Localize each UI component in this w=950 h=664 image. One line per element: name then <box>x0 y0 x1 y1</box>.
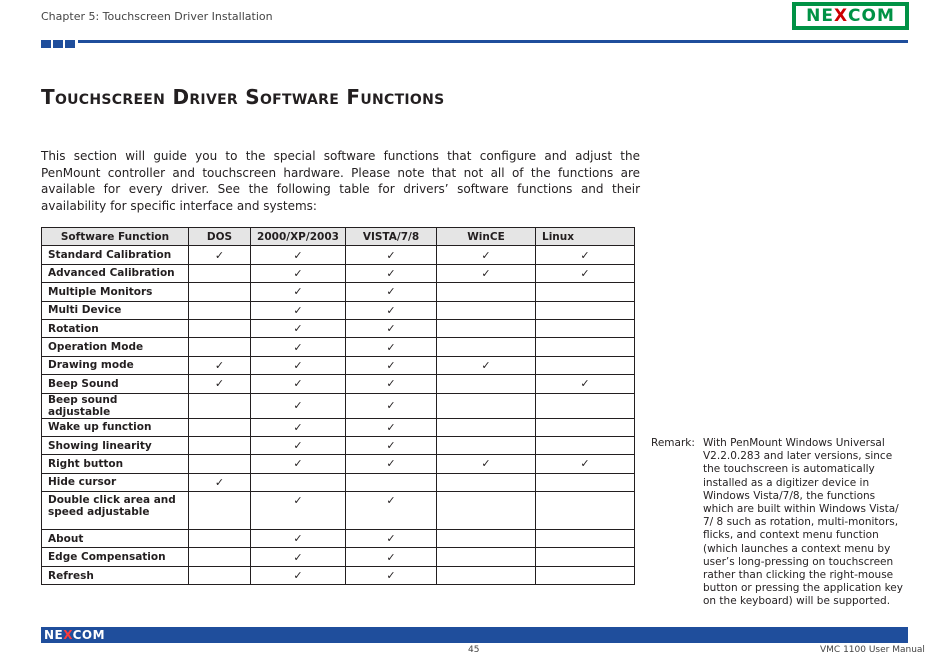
availability-cell <box>437 418 536 436</box>
check-icon: ✓ <box>214 358 225 372</box>
availability-cell <box>536 319 635 337</box>
availability-cell <box>346 246 437 264</box>
header-vista-7-8: VISTA/7/8 <box>346 228 437 246</box>
availability-cell <box>189 473 251 491</box>
availability-cell <box>437 283 536 301</box>
check-icon: ✓ <box>293 303 303 317</box>
table-row <box>42 530 635 548</box>
availability-cell <box>189 375 251 393</box>
remark-text: With PenMount Windows Universal V2.2.0.283 and later versions, since the touchscreen is automatically installed as a digitizer device in Windows Vista/7/8, the functions which are built within Windows Vista/ 7/ 8 such as rotation, multi-monitors, flicks, and context menu function (which launches a context menu by user’s long-pressing on touchscreen rather than clicking the right-mouse button or pressing the application key on the keyboard) will be supported. <box>703 437 903 608</box>
function-name: Showing linearity <box>42 436 189 454</box>
header-dos: DOS <box>189 228 251 246</box>
availability-cell <box>536 246 635 264</box>
availability-cell <box>251 566 346 584</box>
availability-cell <box>251 418 346 436</box>
check-icon: ✓ <box>293 248 303 262</box>
table-row <box>42 356 635 374</box>
availability-cell <box>251 530 346 548</box>
table-row <box>42 283 635 301</box>
availability-cell <box>536 530 635 548</box>
availability-cell <box>437 338 536 356</box>
table-row <box>42 418 635 436</box>
check-icon: ✓ <box>386 285 396 299</box>
availability-cell <box>346 264 437 282</box>
table-row <box>42 246 635 264</box>
footer-bar <box>41 627 908 643</box>
availability-cell <box>251 319 346 337</box>
table-row <box>42 264 635 282</box>
availability-cell <box>437 473 536 491</box>
availability-cell <box>536 548 635 566</box>
check-icon: ✓ <box>293 494 303 508</box>
check-icon: ✓ <box>293 532 303 546</box>
header-wince: WinCE <box>437 228 536 246</box>
availability-cell <box>437 455 536 473</box>
availability-cell <box>189 436 251 454</box>
availability-cell <box>189 530 251 548</box>
availability-cell <box>251 393 346 418</box>
footer-logo: NEXCOM <box>44 628 106 642</box>
availability-cell <box>536 356 635 374</box>
table-row <box>42 548 635 566</box>
table-header-row <box>42 228 635 246</box>
check-icon: ✓ <box>386 550 396 564</box>
availability-cell <box>189 319 251 337</box>
availability-cell <box>346 301 437 319</box>
availability-cell <box>536 338 635 356</box>
availability-cell <box>251 356 346 374</box>
check-icon: ✓ <box>580 266 590 280</box>
availability-cell <box>536 418 635 436</box>
availability-cell <box>189 418 251 436</box>
software-functions-table <box>41 227 635 585</box>
function-name: Drawing mode <box>42 356 189 374</box>
availability-cell <box>346 566 437 584</box>
check-icon: ✓ <box>293 322 303 336</box>
check-icon: ✓ <box>481 248 491 262</box>
header-linux: Linux <box>536 228 635 246</box>
check-icon: ✓ <box>293 569 303 583</box>
function-name: Double click area and speed adjustable <box>42 492 189 530</box>
function-name: Wake up function <box>42 418 189 436</box>
check-icon: ✓ <box>386 532 396 546</box>
availability-cell <box>189 492 251 530</box>
function-name: Beep Sound <box>42 375 189 393</box>
check-icon: ✓ <box>214 475 225 489</box>
availability-cell <box>346 473 437 491</box>
availability-cell <box>189 356 251 374</box>
page-title: Touchscreen Driver Software Functions <box>41 85 445 109</box>
table-row <box>42 492 635 530</box>
availability-cell <box>437 393 536 418</box>
availability-cell <box>189 455 251 473</box>
availability-cell <box>437 492 536 530</box>
table-row <box>42 436 635 454</box>
availability-cell <box>251 246 346 264</box>
check-icon: ✓ <box>386 248 396 262</box>
header-2000-xp-2003: 2000/XP/2003 <box>251 228 346 246</box>
check-icon: ✓ <box>580 377 590 391</box>
availability-cell <box>346 375 437 393</box>
function-name: Edge Compensation <box>42 548 189 566</box>
availability-cell <box>346 393 437 418</box>
table-row <box>42 338 635 356</box>
availability-cell <box>251 264 346 282</box>
availability-cell <box>346 418 437 436</box>
availability-cell <box>437 301 536 319</box>
check-icon: ✓ <box>386 457 396 471</box>
intro-paragraph: This section will guide you to the special software functions that configure and adjust the PenMount controller and touchscreen hardware. Please note that not all of the functions are available for every driver. See the following table for drivers’ software functions and their availability for specific interface and systems: <box>41 149 640 213</box>
header-rule <box>78 40 908 43</box>
availability-cell <box>251 301 346 319</box>
check-icon: ✓ <box>481 457 491 471</box>
availability-cell <box>536 566 635 584</box>
table-row <box>42 566 635 584</box>
check-icon: ✓ <box>386 340 396 354</box>
check-icon: ✓ <box>293 457 303 471</box>
availability-cell <box>251 492 346 530</box>
check-icon: ✓ <box>293 358 303 372</box>
availability-cell <box>189 548 251 566</box>
manual-name: VMC 1100 User Manual <box>820 645 925 655</box>
function-name: Rotation <box>42 319 189 337</box>
function-name: Multi Device <box>42 301 189 319</box>
check-icon: ✓ <box>386 303 396 317</box>
availability-cell <box>189 301 251 319</box>
function-name: Standard Calibration <box>42 246 189 264</box>
check-icon: ✓ <box>214 248 225 262</box>
check-icon: ✓ <box>293 439 303 453</box>
availability-cell <box>536 436 635 454</box>
check-icon: ✓ <box>386 494 396 508</box>
availability-cell <box>536 492 635 530</box>
check-icon: ✓ <box>386 399 396 413</box>
function-name: Hide cursor <box>42 473 189 491</box>
check-icon: ✓ <box>386 439 396 453</box>
availability-cell <box>536 264 635 282</box>
table-row <box>42 301 635 319</box>
availability-cell <box>536 393 635 418</box>
check-icon: ✓ <box>481 266 491 280</box>
check-icon: ✓ <box>293 340 303 354</box>
availability-cell <box>251 473 346 491</box>
availability-cell <box>346 319 437 337</box>
table-row <box>42 393 635 418</box>
check-icon: ✓ <box>386 377 396 391</box>
check-icon: ✓ <box>293 420 303 434</box>
function-name: Multiple Monitors <box>42 283 189 301</box>
availability-cell <box>251 375 346 393</box>
availability-cell <box>189 338 251 356</box>
availability-cell <box>346 436 437 454</box>
page-number: 45 <box>468 645 480 655</box>
check-icon: ✓ <box>386 322 396 336</box>
check-icon: ✓ <box>293 399 303 413</box>
remark-label: Remark: <box>651 437 695 449</box>
availability-cell <box>251 283 346 301</box>
check-icon: ✓ <box>293 377 303 391</box>
availability-cell <box>437 246 536 264</box>
check-icon: ✓ <box>293 285 303 299</box>
availability-cell <box>536 301 635 319</box>
availability-cell <box>251 436 346 454</box>
availability-cell <box>346 548 437 566</box>
availability-cell <box>346 530 437 548</box>
availability-cell <box>189 393 251 418</box>
check-icon: ✓ <box>580 248 590 262</box>
check-icon: ✓ <box>293 550 303 564</box>
availability-cell <box>437 319 536 337</box>
check-icon: ✓ <box>214 377 225 391</box>
availability-cell <box>437 264 536 282</box>
function-name: Advanced Calibration <box>42 264 189 282</box>
availability-cell <box>346 356 437 374</box>
availability-cell <box>437 566 536 584</box>
availability-cell <box>251 548 346 566</box>
table-row <box>42 319 635 337</box>
availability-cell <box>437 548 536 566</box>
availability-cell <box>536 283 635 301</box>
availability-cell <box>251 338 346 356</box>
availability-cell <box>536 375 635 393</box>
check-icon: ✓ <box>580 457 590 471</box>
availability-cell <box>437 356 536 374</box>
check-icon: ✓ <box>386 569 396 583</box>
availability-cell <box>189 566 251 584</box>
check-icon: ✓ <box>386 266 396 280</box>
availability-cell <box>536 455 635 473</box>
table-row <box>42 455 635 473</box>
check-icon: ✓ <box>386 420 396 434</box>
check-icon: ✓ <box>293 266 303 280</box>
check-icon: ✓ <box>386 358 396 372</box>
availability-cell <box>346 338 437 356</box>
availability-cell <box>189 283 251 301</box>
function-name: Right button <box>42 455 189 473</box>
availability-cell <box>346 492 437 530</box>
function-name: Beep sound adjustable <box>42 393 189 418</box>
function-name: About <box>42 530 189 548</box>
availability-cell <box>536 473 635 491</box>
availability-cell <box>189 264 251 282</box>
table-row <box>42 375 635 393</box>
availability-cell <box>437 530 536 548</box>
check-icon: ✓ <box>481 358 491 372</box>
availability-cell <box>251 455 346 473</box>
function-name: Operation Mode <box>42 338 189 356</box>
chapter-heading: Chapter 5: Touchscreen Driver Installation <box>41 10 273 23</box>
availability-cell <box>346 283 437 301</box>
availability-cell <box>437 436 536 454</box>
availability-cell <box>437 375 536 393</box>
nexcom-logo: NE X COM <box>792 2 909 30</box>
function-name: Refresh <box>42 566 189 584</box>
header-squares <box>41 40 75 48</box>
table-row <box>42 473 635 491</box>
header-software-function: Software Function <box>42 228 189 246</box>
availability-cell <box>346 455 437 473</box>
availability-cell <box>189 246 251 264</box>
